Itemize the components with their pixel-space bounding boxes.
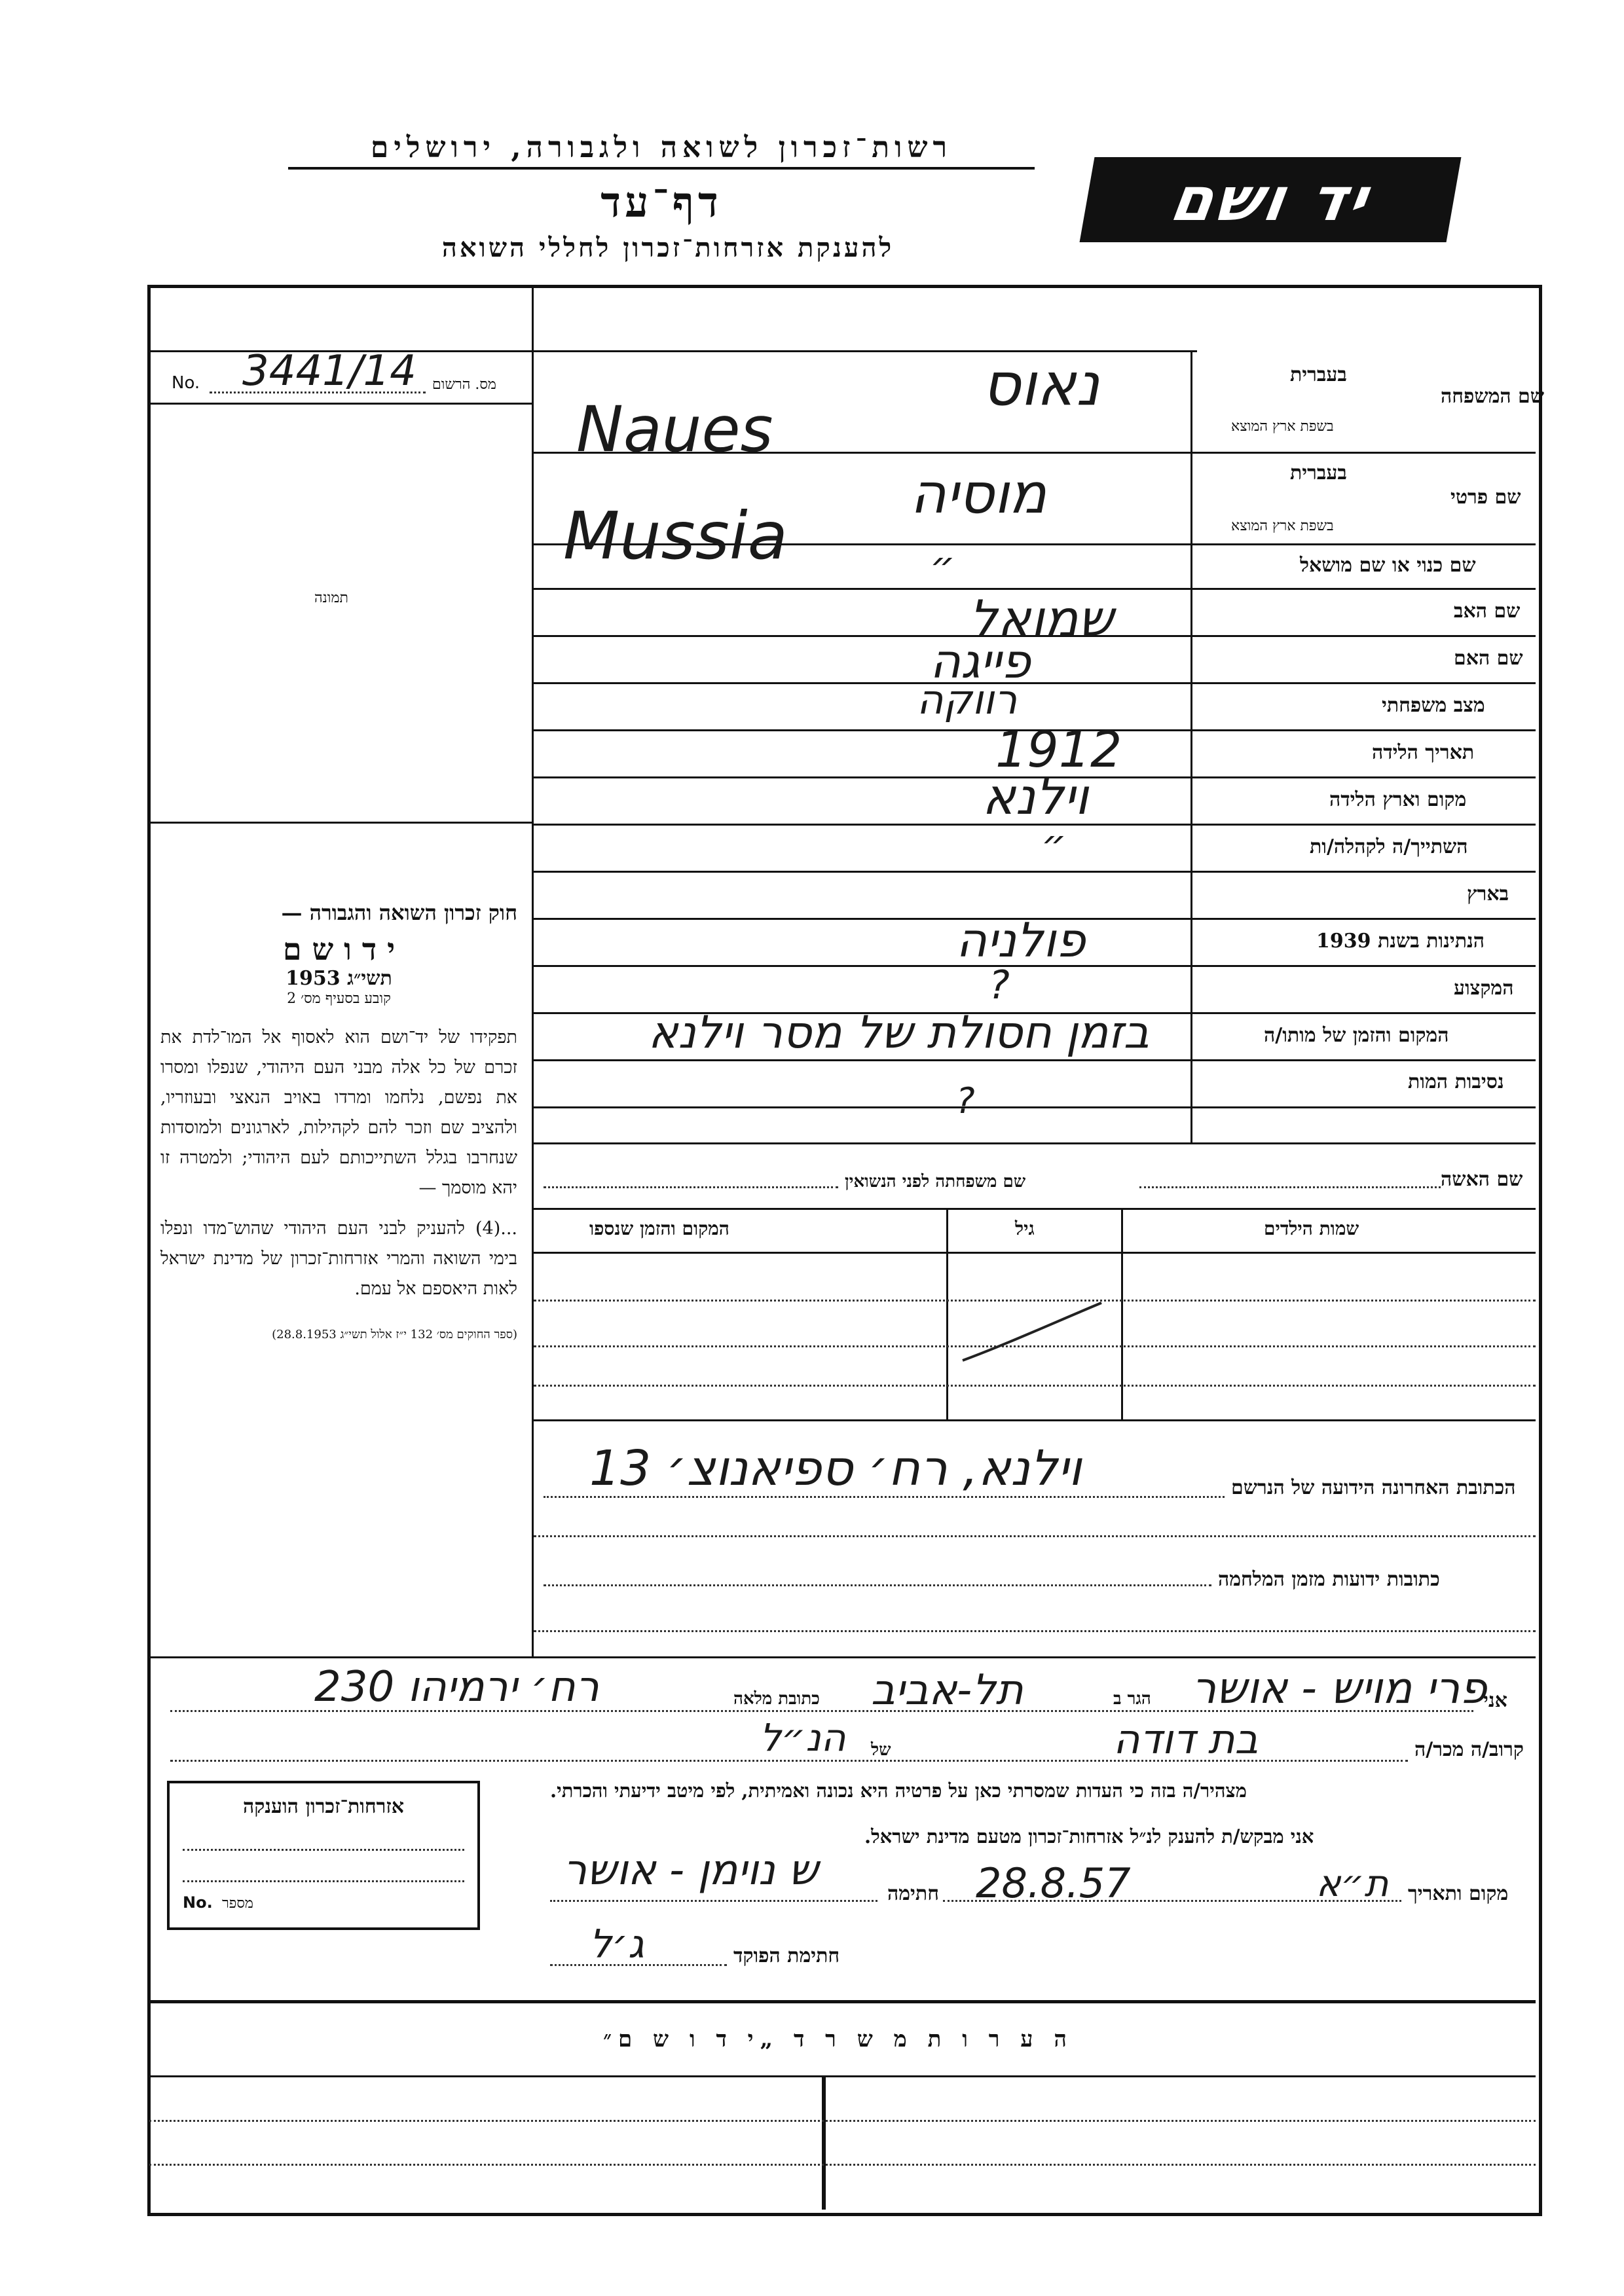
registration-heb-label: מס. הרשום (432, 376, 496, 393)
marital-status-label: מצב משפחתי (1382, 694, 1485, 717)
death-circumstances-value: ? (956, 1080, 975, 1121)
children-cancel-stroke (956, 1283, 1113, 1375)
authority-title: רשות־זכרון לשואה ולגבורה, ירושלים (288, 131, 1035, 170)
nationality-value: פולניה (956, 913, 1086, 968)
witness-street-value: רח׳ ירמיהו 230 (314, 1663, 599, 1711)
law-year: תשי״ג 1953 (286, 967, 392, 990)
place-date-label: מקום ותאריך (1408, 1882, 1509, 1905)
birth-place-label: מקום וארץ הלידה (1329, 788, 1467, 811)
wartime-address-label: כתובות ידועות מזמן המלחמה (1218, 1568, 1440, 1591)
officer-signature: ג׳ל (589, 1922, 644, 1967)
citizenship-box-no-heb: מספר (222, 1895, 253, 1912)
nickname-label: שם כנוי או שם מושאל (1300, 554, 1476, 577)
witness-request: אני מבקש/ת להענק לנ״ל אזרחות־זכרון מטעם מדינת ישראל. (864, 1825, 1314, 1848)
nickname-value: ״ (930, 543, 955, 589)
family-name-hebrew-sublabel: בעברית (1290, 363, 1347, 386)
nationality-label: הנתינות בשנת 1939 (1316, 930, 1485, 953)
children-names-header: שמות הילדים (1264, 1218, 1359, 1239)
witness-name-value: פרי מויש - אושר (1192, 1663, 1487, 1713)
marital-status-value: רווקה (917, 676, 1018, 723)
family-name-origin-sublabel: בשפת ארץ המוצא (1231, 418, 1334, 435)
father-name-value: שמואל (969, 589, 1114, 647)
logo-text: יד ושם (1165, 164, 1376, 234)
registration-number: 3441/14 (242, 347, 416, 395)
registration-no-label: No. (172, 373, 200, 393)
form-subtitle: להענקת אזרחות־זכרון לחללי השואה (441, 232, 895, 263)
death-place-value: בזמן חסולת של מסר וילנא (648, 1007, 1150, 1059)
date-value: 28.8.57 (976, 1859, 1131, 1907)
spouse-maiden-name-label: שם משפחתה לפני הנשואין (845, 1172, 1026, 1192)
death-place-label: המקום והזמן של מותו/ה (1264, 1024, 1449, 1047)
citizenship-granted-box (167, 1781, 480, 1930)
signature-label: חתימה (887, 1882, 939, 1905)
law-body-1: תפקידו של יד־ושם הוא לאסוף אל המו־לדת את זכרם של כל אלה מבני העם היהודי, שנפלו ומסרו את נפשם, נלחמו ומרדו באויב הנאצי ובעוזריו, ולהציב שם וזכר להם לקהילות, לארגונים ולמוסדות שנחרבו בגלל השתייכותם לעם היהודי; ולמטרה זו יהא מוסמך — (160, 1027, 517, 1198)
yad-vashem-logo (1080, 157, 1462, 242)
family-name-origin-value: Naues (576, 393, 773, 466)
first-name-origin-sublabel: בשפת ארץ המוצא (1231, 518, 1334, 534)
mother-name-value: פייגה (930, 634, 1031, 689)
witness-relation-value: בת דודה (1113, 1715, 1259, 1763)
witness-of-value: הנ״ל (760, 1715, 846, 1760)
law-title: חוק זכרון השואה והגבורה — (281, 900, 517, 925)
first-name-hebrew-value: מוסיה (910, 462, 1047, 526)
law-text-block (160, 900, 517, 1341)
citizenship-box-no-label: No. (183, 1893, 213, 1912)
citizenship-box-title: אזרחות־זכרון הוענקה (242, 1795, 405, 1818)
witness-signature: ש נוימן - אושר (563, 1846, 819, 1895)
law-name: י ד ו ש ם (282, 932, 396, 967)
community-label: השתייך/ה לקהלה/ות (1310, 835, 1468, 858)
profession-value: ? (989, 962, 1010, 1008)
witness-of-label: של (871, 1740, 891, 1760)
witness-declaration: מצהיר/ה בזה כי העדות שמסרתי כאן על פרטיה היא נכונה ואמיתית, לפי מיטב ידיעתי והכרתי. (550, 1779, 1247, 1802)
family-name-hebrew-value: נאוס (982, 350, 1100, 419)
birth-place-value: וילנא (982, 767, 1089, 826)
death-circumstances-label: נסיבות המות (1408, 1070, 1504, 1093)
birth-date-label: תאריך הלידה (1372, 741, 1475, 764)
children-death-header: המקום והזמן שנספו (589, 1218, 729, 1239)
last-address-label: הכתובת האחרונה הידועה של הנרשם (1231, 1476, 1516, 1499)
witness-i-label: אני (1483, 1689, 1507, 1712)
witness-full-address-label: כתובת מלאה (733, 1689, 820, 1709)
last-address-value: וילנא, רח׳ ספיאנוצ׳ 13 (589, 1440, 1082, 1497)
children-age-header: גיל (1015, 1218, 1035, 1239)
law-body-2: ...(4) להעניק לבני העם היהודי שהוש־מדו ונפלו בימי השואה והמרי אזרחות־זכרון של מדינת ישראל לאות היאספם אל עמם. (160, 1218, 517, 1299)
birth-date-value: 1912 (995, 720, 1122, 778)
witness-resides-label: הגר ב (1113, 1689, 1151, 1709)
law-citation: (ספר החוקים מס׳ 132 י״ז אלול תשי״ג 28.8.1953) (272, 1328, 517, 1341)
witness-city-value: תל-אביב (871, 1666, 1024, 1715)
witness-relation-label: קרוב/ה מכר/ה (1414, 1738, 1524, 1761)
spouse-name-label: שם האשה (1441, 1168, 1523, 1191)
officer-signature-label: חתימת הפוקד (733, 1944, 840, 1967)
form-title: דף־עד (600, 178, 722, 227)
first-name-origin-value: Mussia (563, 498, 788, 574)
first-name-label: שם פרטי (1450, 486, 1521, 509)
place-value: ת״א (1316, 1863, 1389, 1905)
photo-placeholder-label: תמונה (314, 590, 348, 606)
father-name-label: שם האב (1454, 600, 1521, 623)
family-name-label: שם המשפחה (1441, 385, 1545, 408)
country-label: בארץ (1467, 883, 1509, 905)
remarks-title: ה ע ר ו ת מ ש ר ד „י ד ו ש ם״ (603, 2026, 1073, 2052)
profession-label: המקצוע (1454, 977, 1514, 1000)
community-value: ״ (1041, 822, 1067, 867)
law-clause: קובע בסעיף מס׳ 2 (287, 991, 391, 1007)
mother-name-label: שם האם (1454, 647, 1523, 670)
first-name-hebrew-sublabel: בעברית (1290, 462, 1347, 484)
